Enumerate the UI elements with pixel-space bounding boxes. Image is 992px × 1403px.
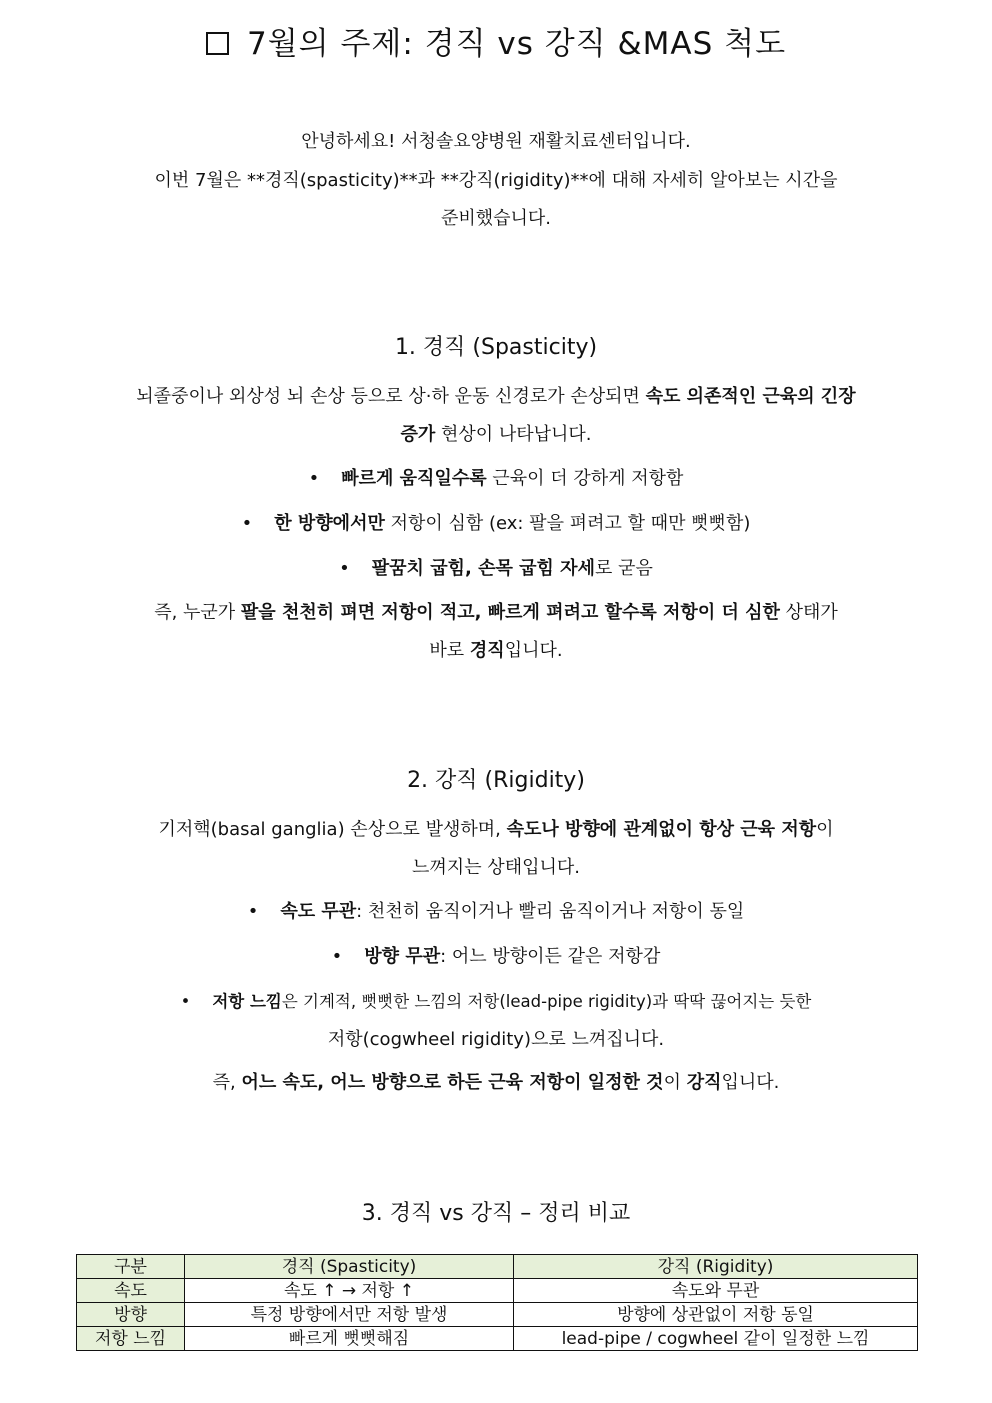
emphasis: 방향 무관 (364, 946, 441, 967)
section2-bullet-1 (0, 900, 992, 924)
section2-bullet-3-continued: 저항(cogwheel rigidity)으로 느껴집니다. (327, 1029, 665, 1050)
emphasis: 빠르게 움직일수록 (341, 468, 487, 489)
table-cell: 방향에 상관없이 저항 동일 (514, 1303, 918, 1327)
table-cell: 속도 ↑ → 저항 ↑ (185, 1279, 514, 1303)
table-cell: lead-pipe / cogwheel 같이 일정한 느낌 (514, 1327, 918, 1351)
intro-line-2: 이번 7월은 **경직(spasticity)**과 **강직(rigidity)**에 대해 자세히 알아보는 시간을 (154, 170, 838, 191)
text: 즉, 누군가 (154, 602, 241, 623)
text: 입니다. (504, 640, 563, 661)
section2-bullet-3 (0, 990, 992, 1014)
emphasis: 저항 느낌 (212, 992, 282, 1011)
emphasis: 한 방향에서만 (274, 513, 385, 534)
bullet-icon: • (180, 992, 191, 1011)
emphasis: 속도 무관 (280, 901, 357, 922)
text: 입니다. (721, 1072, 780, 1093)
section3-heading: 3. 경직 vs 강직 – 정리 비교 (361, 1201, 631, 1226)
checkbox-square-icon (206, 32, 229, 55)
text: 근육이 더 강하게 저항함 (486, 468, 684, 489)
text: 은 기계적, 뻣뻣한 느낌의 저항(lead-pipe rigidity)과 딱딱 끊어지는 듯한 (281, 992, 812, 1011)
section1-bullet-1 (0, 467, 992, 491)
text: 이 (663, 1072, 687, 1093)
emphasis: 팔꿈치 굽힘, 손목 굽힘 자세 (371, 558, 595, 579)
intro-line-1: 안녕하세요! 서청솔요양병원 재활치료센터입니다. (301, 131, 691, 152)
bullet-icon: • (331, 946, 343, 967)
intro-line-3: 준비했습니다. (440, 208, 552, 229)
section1-bullet-3 (0, 557, 992, 581)
table-cell: 특정 방향에서만 저항 발생 (185, 1303, 514, 1327)
bullet-icon: • (339, 558, 350, 579)
table-row-header: 방향 (77, 1303, 185, 1327)
page-title-text: 7월의 주제: 경직 vs 강직 &MAS 척도 (246, 26, 787, 62)
emphasis: 증가 (400, 424, 436, 445)
emphasis: 강직 (686, 1072, 722, 1093)
section1-heading: 1. 경직 (Spasticity) (394, 335, 598, 360)
comparison-table (76, 1254, 918, 1351)
bullet-icon: • (308, 468, 320, 489)
emphasis: 속도 의존적인 근육의 긴장 (645, 386, 856, 407)
table-header-cell: 강직 (Rigidity) (514, 1255, 918, 1279)
table-row-header: 저항 느낌 (77, 1327, 185, 1351)
table-row (77, 1279, 918, 1303)
table-header-cell: 경직 (Spasticity) (185, 1255, 514, 1279)
table-header-row (77, 1255, 918, 1279)
bullet-icon: • (241, 513, 253, 534)
table-row (77, 1327, 918, 1351)
section2-bullet-2 (0, 945, 992, 969)
text: 바로 (429, 640, 470, 661)
section1-paragraph-line-2 (0, 423, 992, 447)
section2-paragraph-line-1 (0, 818, 992, 842)
emphasis: 팔을 천천히 펴면 저항이 적고, 빠르게 펴려고 할수록 저항이 더 심한 (240, 602, 780, 623)
text: 뇌졸중이나 외상성 뇌 손상 등으로 상·하 운동 신경로가 손상되면 (136, 386, 646, 407)
table-cell: 빠르게 뻣뻣해짐 (185, 1327, 514, 1351)
page-title (0, 18, 992, 63)
table-row (77, 1303, 918, 1327)
text: 이 (816, 819, 834, 840)
section1-paragraph-line-1 (0, 385, 992, 409)
text: : 어느 방향이든 같은 저항감 (440, 946, 661, 967)
text: 상태가 (779, 602, 838, 623)
emphasis: 어느 속도, 어느 방향으로 하든 근육 저항이 일정한 것 (241, 1072, 664, 1093)
text: 기저핵(basal ganglia) 손상으로 발생하며, (158, 819, 507, 840)
table-header-cell: 구분 (77, 1255, 185, 1279)
section1-bullet-2 (0, 512, 992, 536)
section2-heading: 2. 강직 (Rigidity) (407, 768, 585, 793)
text: 저항이 심함 (ex: 팔을 펴려고 할 때만 뻣뻣함) (384, 513, 751, 534)
text: : 천천히 움직이거나 빨리 움직이거나 저항이 동일 (356, 901, 745, 922)
section2-summary (0, 1071, 992, 1095)
text: 즉, (212, 1072, 242, 1093)
table-cell: 속도와 무관 (514, 1279, 918, 1303)
section2-paragraph-line-2: 느껴지는 상태입니다. (412, 857, 580, 878)
emphasis: 속도나 방향에 관계없이 항상 근육 저항 (506, 819, 817, 840)
section1-summary-line-2 (0, 639, 992, 663)
table-row-header: 속도 (77, 1279, 185, 1303)
text: 로 굳음 (594, 558, 653, 579)
emphasis: 경직 (469, 640, 505, 661)
bullet-icon: • (247, 901, 259, 922)
section1-summary-line-1 (0, 601, 992, 625)
text: 현상이 나타납니다. (435, 424, 592, 445)
